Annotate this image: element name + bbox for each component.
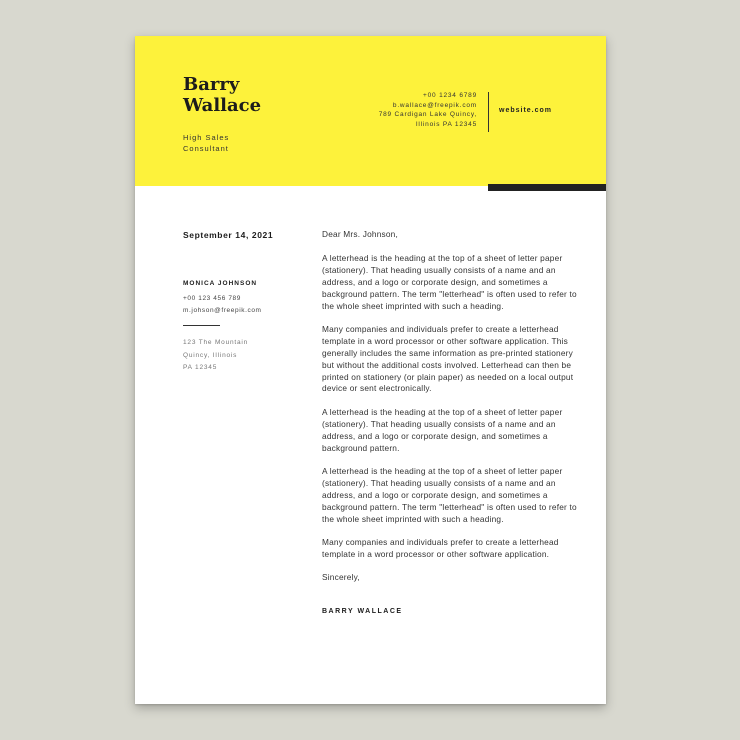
letter-paragraph: A letterhead is the heading at the top of a sheet of letter paper (stationery). That heading usually consists of a name and an address, and a logo or corporate design, and sometimes a background pattern. [322, 406, 563, 453]
sender-last-name: Wallace [183, 95, 262, 116]
recipient-address [183, 337, 248, 375]
letter-paragraph: Many companies and individuals prefer to create a letterhead template in a word processor or other software application. [322, 537, 559, 559]
sender-address-line2: Illinois PA 12345 [415, 120, 477, 128]
header-accent-bar [488, 184, 606, 191]
recipient-name: MONICA JOHNSON [183, 280, 258, 287]
letter-greeting: Dear Mrs. Johnson, [322, 229, 398, 239]
letter-page [135, 36, 606, 704]
header-divider [488, 92, 489, 132]
sender-title-line1: High Sales [183, 133, 230, 142]
letter-paragraph: A letterhead is the heading at the top of a sheet of letter paper (stationery). That heading usually consists of a name and an address, and a logo or corporate design, and sometimes a background pattern. The term "letterhead" is often used to refer to the whole sheet imprinted with such a heading. [322, 466, 577, 524]
recipient-address-line1: 123 The Mountain [183, 339, 249, 346]
recipient-address-line2: Quincy, Illinois [183, 351, 238, 359]
letter-date: September 14, 2021 [183, 230, 274, 240]
sender-contact [335, 91, 477, 129]
letter-signature: BARRY WALLACE [322, 608, 403, 616]
recipient-phone: +00 123 456 789 [183, 295, 241, 302]
recipient-address-line3: PA 12345 [183, 364, 218, 371]
sender-title [183, 132, 303, 154]
recipient-contact [183, 293, 262, 317]
letter-paragraph: Many companies and individuals prefer to create a letterhead template in a word processor or other software application. This generally includes the same information as pre-printed stationery but without the additional costs involved. Letterhead can then be printed on stationery (or plain paper) as needed on a local output device or sent electronically. [322, 323, 574, 394]
letter-paragraph: A letterhead is the heading at the top of a sheet of letter paper (stationery). That heading usually consists of a name and an address, and a logo or corporate design, and sometimes a background pattern. The term "letterhead" is often used to refer to the whole sheet imprinted with such a heading. [322, 252, 577, 311]
letterhead-header [135, 36, 606, 186]
sender-email: b.wallace@freepik.com [392, 101, 477, 109]
sender-title-line2: Consultant [183, 144, 229, 153]
recipient-divider [183, 325, 220, 326]
sender-name [183, 74, 333, 116]
sender-website: website.com [499, 107, 553, 114]
letter-closing: Sincerely, [322, 572, 360, 583]
letter-body [322, 229, 582, 618]
sender-address-line1: 789 Cardigan Lake Quincy, [378, 111, 477, 118]
recipient-email: m.johson@freepik.com [183, 307, 262, 314]
sender-first-name: Barry [183, 74, 240, 95]
sender-phone: +00 1234 6789 [423, 92, 477, 99]
